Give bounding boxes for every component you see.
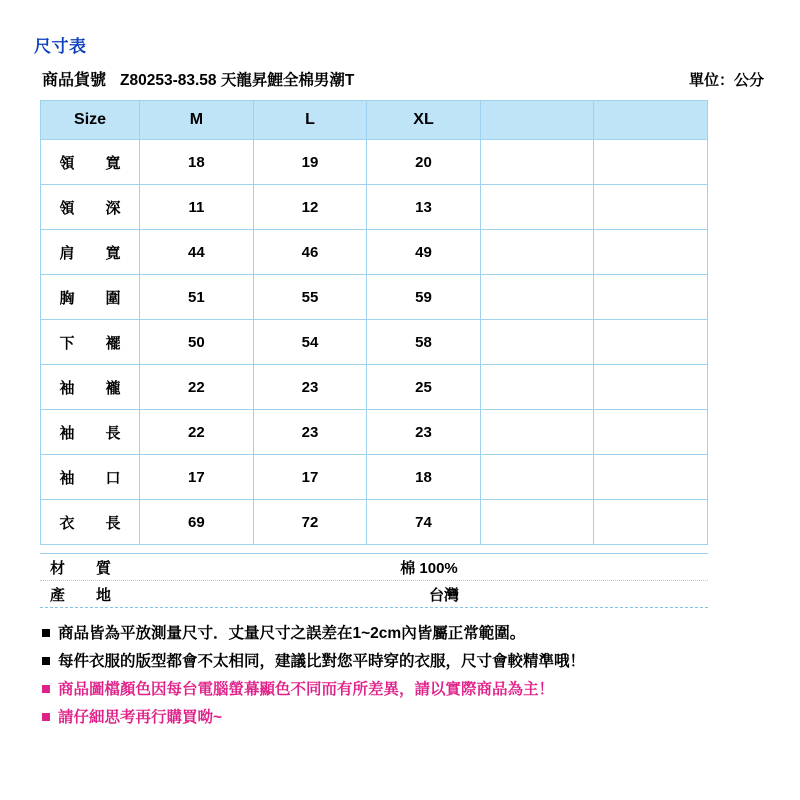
table-row [41, 320, 708, 365]
row-label: 袖 襱 [41, 365, 140, 410]
table-cell [480, 185, 594, 230]
origin-value: 台灣 [428, 586, 459, 604]
note-item [42, 622, 772, 646]
table-cell [480, 455, 594, 500]
table-cell: 54 [253, 320, 367, 365]
note-item [42, 706, 772, 730]
unit-label: 單位：公分 [688, 72, 764, 89]
note-item [42, 678, 772, 702]
table-cell [594, 455, 708, 500]
table-cell [594, 185, 708, 230]
bullet-icon [42, 713, 50, 721]
note-text: 商品皆為平放測量尺寸．丈量尺寸之誤差在1~2cm內皆屬正常範圍。 [58, 625, 526, 642]
table-row [41, 455, 708, 500]
table-cell [594, 230, 708, 275]
table-cell [594, 140, 708, 185]
table-header-cell: XL [367, 101, 481, 140]
table-header-cell: Size [41, 101, 140, 140]
table-cell: 23 [253, 365, 367, 410]
note-text: 商品圖檔顏色因每台電腦螢幕顯色不同而有所差異，請以實際商品為主！ [58, 681, 555, 699]
table-cell: 23 [253, 410, 367, 455]
row-label: 胸 圍 [41, 275, 140, 320]
material-value: 棉 100% [400, 559, 458, 577]
material-label: 材 質 [50, 559, 120, 577]
origin-row [40, 580, 708, 607]
table-row [41, 230, 708, 275]
table-cell: 17 [140, 455, 254, 500]
table-cell [594, 410, 708, 455]
table-row [41, 140, 708, 185]
row-label: 領 寬 [41, 140, 140, 185]
table-cell: 18 [367, 455, 481, 500]
note-text: 每件衣服的版型都會不太相同，建議比對您平時穿的衣服，尺寸會較精準哦！ [58, 653, 586, 671]
table-cell [480, 500, 594, 545]
table-cell: 25 [367, 365, 481, 410]
sku-row [28, 67, 772, 90]
row-label: 袖 口 [41, 455, 140, 500]
sku-label: 商品貨號 [42, 72, 107, 89]
table-cell: 49 [367, 230, 481, 275]
table-cell: 19 [253, 140, 367, 185]
row-label: 衣 長 [41, 500, 140, 545]
table-cell: 74 [367, 500, 481, 545]
table-cell: 12 [253, 185, 367, 230]
table-cell [480, 365, 594, 410]
notes-list [42, 622, 772, 730]
table-cell [480, 140, 594, 185]
table-cell: 44 [140, 230, 254, 275]
material-block [40, 553, 708, 608]
table-cell: 46 [253, 230, 367, 275]
note-text: 請仔細思考再行購買呦~ [58, 709, 223, 727]
table-row [41, 500, 708, 545]
table-cell: 51 [140, 275, 254, 320]
table-cell: 17 [253, 455, 367, 500]
bullet-icon [42, 657, 50, 665]
origin-label: 產 地 [50, 586, 120, 604]
table-cell: 22 [140, 410, 254, 455]
table-cell: 18 [140, 140, 254, 185]
material-row [40, 554, 708, 580]
row-label: 下 襬 [41, 320, 140, 365]
table-cell: 50 [140, 320, 254, 365]
table-cell [594, 365, 708, 410]
row-label: 肩 寬 [41, 230, 140, 275]
table-cell: 23 [367, 410, 481, 455]
table-cell [480, 410, 594, 455]
table-cell [480, 275, 594, 320]
table-header-row [41, 101, 708, 140]
page-title: 尺寸表 [34, 37, 87, 56]
table-header-cell [480, 101, 594, 140]
table-cell: 59 [367, 275, 481, 320]
table-cell: 55 [253, 275, 367, 320]
table-cell: 72 [253, 500, 367, 545]
sku-value: Z80253-83.58 天龍昇鯉全棉男潮T [120, 72, 355, 89]
table-cell [480, 320, 594, 365]
table-cell [480, 230, 594, 275]
row-label: 領 深 [41, 185, 140, 230]
bullet-icon [42, 685, 50, 693]
table-header-cell [594, 101, 708, 140]
table-header-cell: M [140, 101, 254, 140]
table-cell: 22 [140, 365, 254, 410]
bullet-icon [42, 629, 50, 637]
size-table [40, 100, 708, 545]
table-row [41, 410, 708, 455]
table-cell: 20 [367, 140, 481, 185]
table-row [41, 275, 708, 320]
table-cell: 11 [140, 185, 254, 230]
table-cell [594, 320, 708, 365]
table-cell: 58 [367, 320, 481, 365]
table-cell [594, 275, 708, 320]
table-cell: 13 [367, 185, 481, 230]
table-cell [594, 500, 708, 545]
row-label: 袖 長 [41, 410, 140, 455]
table-cell: 69 [140, 500, 254, 545]
table-header-cell: L [253, 101, 367, 140]
note-item [42, 650, 772, 674]
table-row [41, 365, 708, 410]
table-row [41, 185, 708, 230]
